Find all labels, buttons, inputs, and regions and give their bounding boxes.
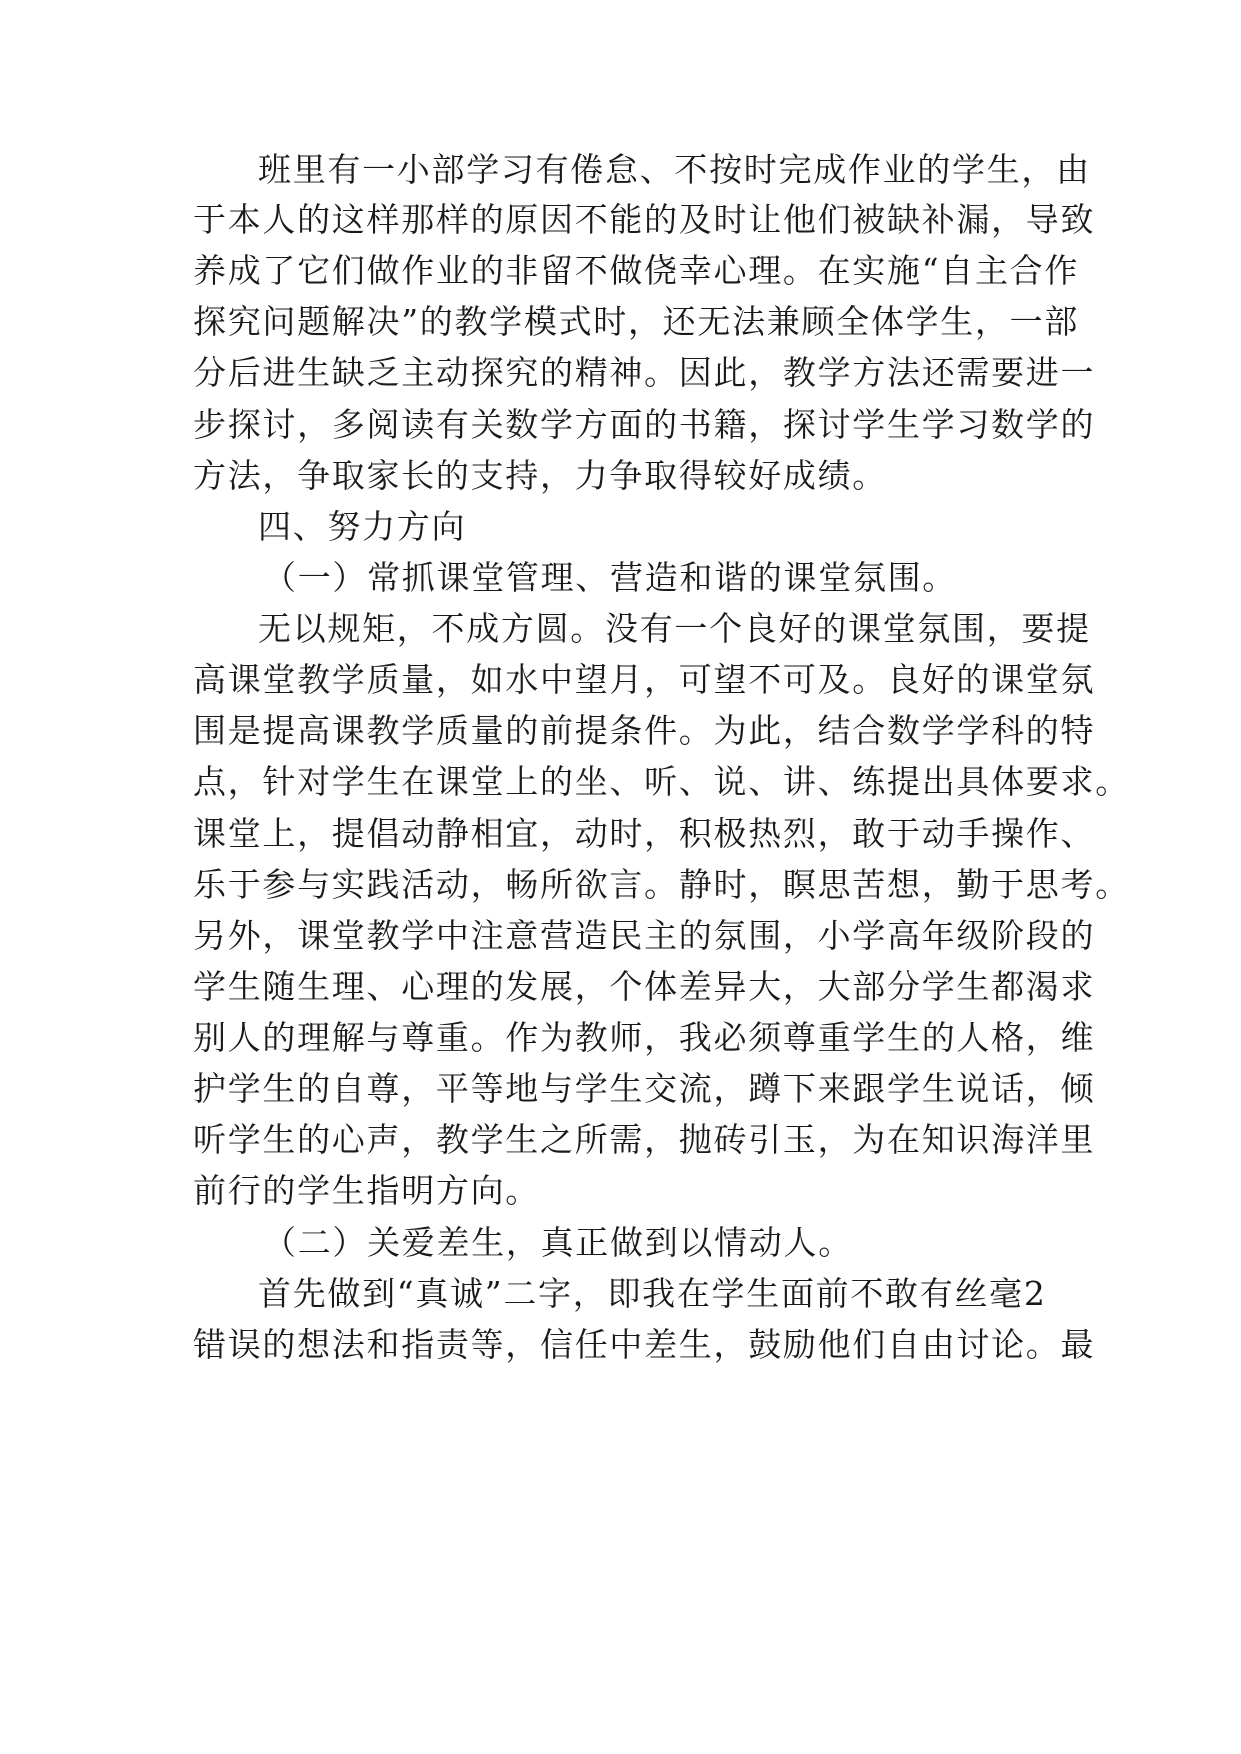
paragraph-line: 步探讨，多阅读有关数学方面的书籍，探讨学生学习数学的 (193, 405, 1096, 444)
subheading: （一）常抓课堂管理、营造和谐的课堂氛围。 (263, 558, 957, 597)
paragraph-line: 前行的学生指明方向。 (193, 1171, 540, 1210)
paragraph-line: 方法，争取家长的支持，力争取得较好成绩。 (193, 456, 887, 495)
paragraph-line: 别人的理解与尊重。作为教师，我必须尊重学生的人格，维 (193, 1018, 1096, 1057)
paragraph-line: 高课堂教学质量，如水中望月，可望不可及。良好的课堂氛 (193, 660, 1096, 699)
paragraph-line: 乐于参与实践活动，畅所欲言。静时，瞑思苦想，勤于思考。 (193, 865, 1130, 904)
paragraph-line: 另外，课堂教学中注意营造民主的氛围，小学高年级阶段的 (193, 916, 1096, 955)
paragraph-text: 首先做到“真诚”二字，即我在学生面前不敢有丝毫 (258, 1274, 1024, 1313)
paragraph-line: 护学生的自尊，平等地与学生交流，蹲下来跟学生说话，倾 (193, 1069, 1096, 1108)
paragraph-line: 无以规矩，不成方圆。没有一个良好的课堂氛围，要提 (258, 609, 1091, 648)
paragraph-line: 探究问题解决”的教学模式时，还无法兼顾全体学生，一部 (193, 302, 1080, 341)
section-heading: 四、努力方向 (258, 507, 467, 546)
page-number: 2 (1023, 1274, 1047, 1313)
paragraph-line: 听学生的心声，教学生之所需，抛砖引玉，为在知识海洋里 (193, 1120, 1096, 1159)
paragraph-line: 于本人的这样那样的原因不能的及时让他们被缺补漏，导致 (193, 200, 1096, 239)
paragraph-line: 养成了它们做作业的非留不做侥幸心理。在实施“自主合作 (193, 251, 1080, 290)
subheading: （二）关爱差生，真正做到以情动人。 (263, 1223, 853, 1262)
paragraph-line: 围是提高课教学质量的前提条件。为此，结合数学学科的特 (193, 711, 1096, 750)
paragraph-line: 课堂上，提倡动静相宜，动时，积极热烈，敢于动手操作、 (193, 814, 1096, 853)
paragraph-line: 错误的想法和指责等，信任中差生，鼓励他们自由讨论。最 (193, 1325, 1096, 1364)
paragraph-line: 分后进生缺乏主动探究的精神。因此，教学方法还需要进一 (193, 353, 1096, 392)
paragraph-line: 学生随生理、心理的发展，个体差异大，大部分学生都渴求 (193, 967, 1096, 1006)
paragraph-line (258, 1274, 1047, 1314)
paragraph-line: 点，针对学生在课堂上的坐、听、说、讲、练提出具体要求。 (193, 762, 1130, 801)
paragraph-line: 班里有一小部学习有倦怠、不按时完成作业的学生，由 (258, 150, 1091, 189)
